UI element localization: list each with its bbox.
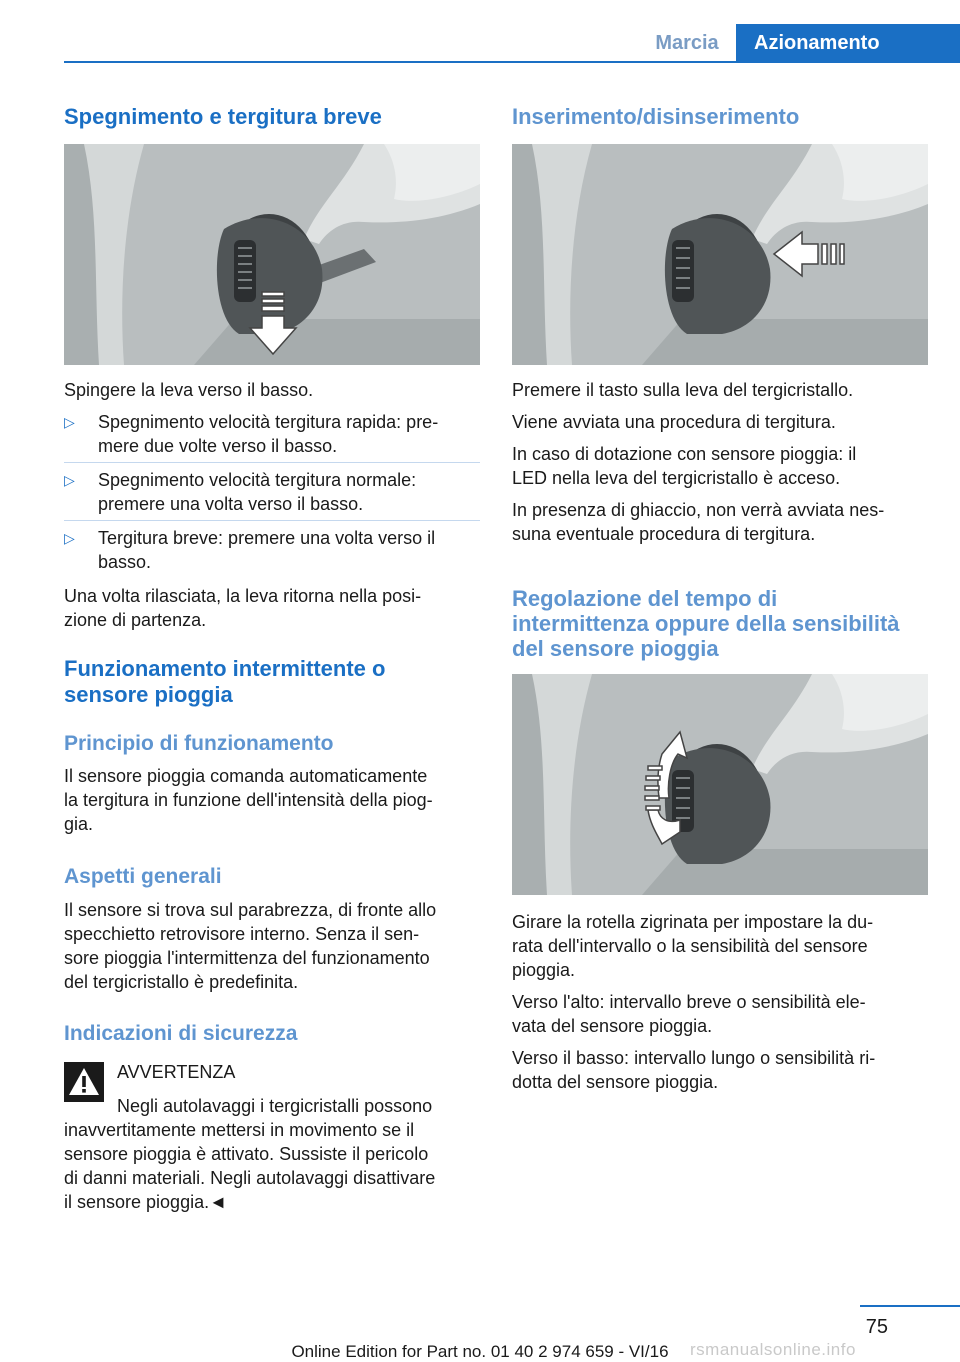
text-right-line: Girare la rotella zigrinata per impostare la du‐: [512, 912, 874, 932]
header-rule: [64, 61, 960, 63]
text-intro: Spingere la leva verso il basso.: [64, 380, 314, 400]
image-lever-press-button: [512, 144, 928, 365]
warning-text-line: sensore pioggia è attivato. Sussiste il pericolo: [64, 1144, 429, 1164]
heading-intermittente: sensore pioggia: [64, 682, 233, 707]
text-right-line: rata dell'intervallo o la sensibilità del sensore: [512, 936, 868, 956]
text-right-line: Verso l'alto: intervallo breve o sensibilità ele‐: [512, 992, 866, 1012]
heading-sicurezza: Indicazioni di sicurezza: [64, 1022, 298, 1045]
list-item-text: premere una volta verso il basso.: [98, 494, 364, 514]
list-item: [64, 468, 480, 518]
text-right-line: dotta del sensore pioggia.: [512, 1072, 719, 1092]
warning-text-line: il sensore pioggia.◄: [64, 1192, 227, 1212]
tab-chapter-azionamento[interactable]: Azionamento: [736, 24, 960, 62]
list-divider: [64, 462, 480, 463]
text-release-line: zione di partenza.: [64, 610, 207, 630]
list-item: [64, 526, 480, 576]
text-right-line: In caso di dotazione con sensore pioggia: il: [512, 444, 857, 464]
bullet-triangle-icon: ▷: [64, 414, 75, 430]
heading-intermittente: Funzionamento intermittente o: [64, 656, 386, 681]
list-item-text: basso.: [98, 552, 152, 572]
text-right-line: pioggia.: [512, 960, 576, 980]
text-right-line: Viene avviata una procedura di tergitura.: [512, 412, 836, 432]
footer-edition: Online Edition for Part no. 01 40 2 974 659 - VI/16: [291, 1342, 669, 1361]
heading-inserimento: Inserimento/disinserimento: [512, 104, 800, 129]
text-right-line: Verso il basso: intervallo lungo o sensibilità ri‐: [512, 1048, 876, 1068]
text-general-line: Il sensore si trova sul parabrezza, di fronte allo: [64, 900, 437, 920]
warning-title: AVVERTENZA: [117, 1062, 236, 1082]
warning-text-line: di danni materiali. Negli autolavaggi disattivare: [64, 1168, 436, 1188]
text-general-line: del tergicristallo è predefinita.: [64, 972, 299, 992]
text-right-line: suna eventuale procedura di tergitura.: [512, 524, 816, 544]
heading-regolazione: Regolazione del tempo di: [512, 586, 778, 611]
text-principle-line: la tergitura in funzione dell'intensità della piog‐: [64, 790, 433, 810]
text-principle-line: gia.: [64, 814, 94, 834]
warning-text-line: inavvertitamente mettersi in movimento se il: [64, 1120, 415, 1140]
text-right-line: Premere il tasto sulla leva del tergicristallo.: [512, 380, 854, 400]
bullet-triangle-icon: ▷: [64, 530, 75, 546]
list-item-text: Spegnimento velocità tergitura normale:: [98, 470, 417, 490]
heading-principio: Principio di funzionamento: [64, 732, 334, 755]
heading-regolazione: intermittenza oppure della sensibilità: [512, 611, 900, 636]
tab-section-marcia[interactable]: Marcia: [655, 32, 719, 54]
heading-spegnimento: Spegnimento e tergitura breve: [64, 104, 382, 129]
list-item-text: Tergitura breve: premere una volta verso il: [98, 528, 436, 548]
heading-aspetti: Aspetti generali: [64, 865, 222, 888]
image-lever-push-down: [64, 144, 480, 365]
list-item: [64, 410, 480, 460]
footer-rule: [860, 1305, 960, 1307]
text-general-line: sore pioggia l'intermittenza del funzionamento: [64, 948, 430, 968]
text-general-line: specchietto retrovisore interno. Senza il sen‐: [64, 924, 420, 944]
heading-regolazione: del sensore pioggia: [512, 636, 719, 661]
warning-triangle-icon: [64, 1062, 104, 1102]
list-divider: [64, 520, 480, 521]
watermark: rsmanualsonline.info: [690, 1340, 856, 1359]
warning-text-line: Negli autolavaggi i tergicristalli possono: [117, 1096, 433, 1116]
text-right-line: LED nella leva del tergicristallo è acceso.: [512, 468, 841, 488]
text-principle-line: Il sensore pioggia comanda automaticamente: [64, 766, 428, 786]
image-lever-thumbwheel: [512, 674, 928, 895]
page-number: 75: [865, 1316, 888, 1338]
list-item-text: mere due volte verso il basso.: [98, 436, 338, 456]
text-right-line: In presenza di ghiaccio, non verrà avviata nes‐: [512, 500, 885, 520]
list-item-text: Spegnimento velocità tergitura rapida: pre‐: [98, 412, 439, 432]
text-right-line: vata del sensore pioggia.: [512, 1016, 713, 1036]
text-release-line: Una volta rilasciata, la leva ritorna nella posi‐: [64, 586, 422, 606]
bullet-triangle-icon: ▷: [64, 472, 75, 488]
